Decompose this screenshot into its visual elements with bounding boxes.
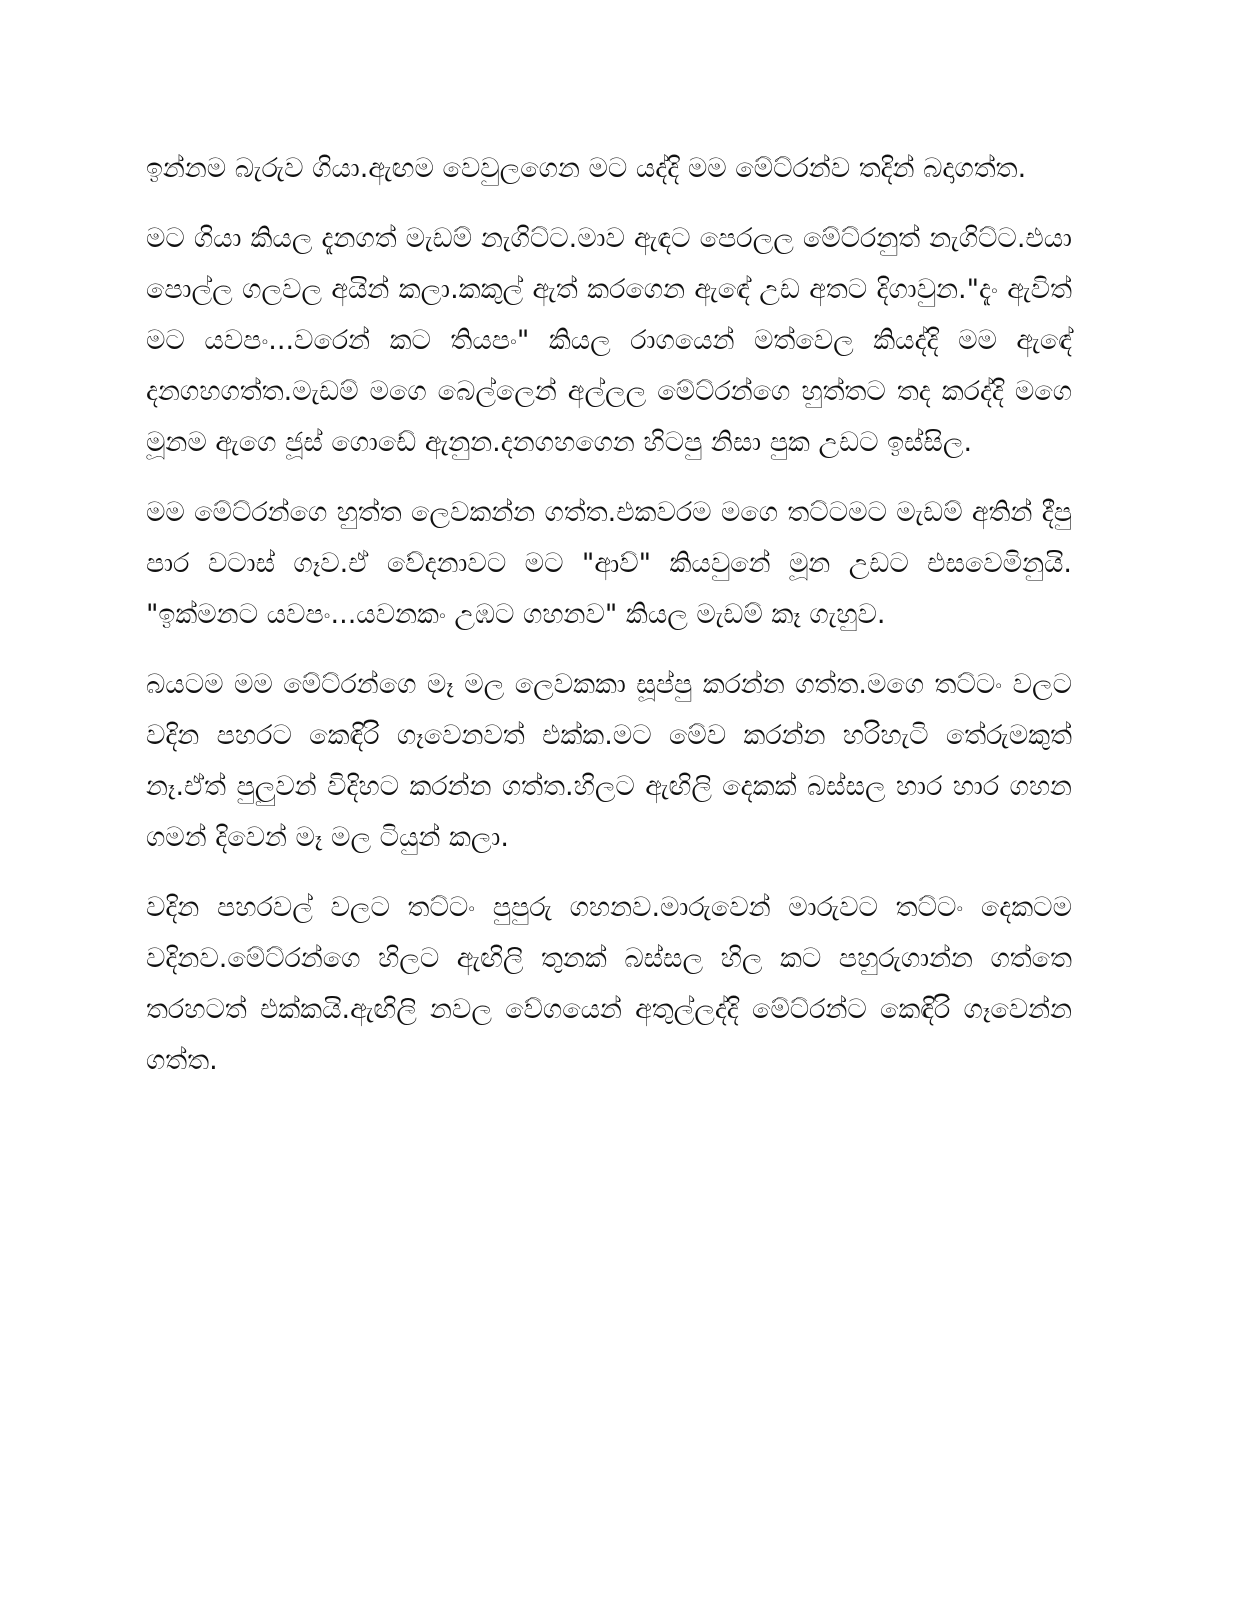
paragraph: වදින පහරවල් වලට තට්ටං පුපුරු ගහනව.මාරුවෙන් මාරුවට තට්ටං දෙකටම වදිනව.මේට්රන්ගෙ හිලට ඇඟිලි තුනක් බස්සල හිල කට පහුරුගාන්න ගත්තෙ තරහටත් එක්කයි.ඇඟිලි නවල වේගයෙන් අතුල්ලද්දි මේට්රන්ට කෙඳිරි ගෑවෙන්න ගත්ත. xyxy=(146,892,1072,1076)
paragraph: බයටම මම මේට්රන්ගෙ මෑ මල ලෙවකකා සූප්පු කරන්න ගත්ත.මගෙ තට්ටං වලට වදින පහරට කෙඳිරි ගෑවෙනවත් එක්ක.මට මේව කරන්න හරිහැටි තේරුමකුත් නෑ.ඒත් පුලුවන් විදිහට කරන්න ගත්ත.හිලට ඇඟිලි දෙකක් බස්සල හාර හාර ගහන ගමන් දිවෙන් මෑ මල ටියුන් කලා. xyxy=(146,669,1072,853)
body-text xyxy=(146,143,1072,1086)
paragraph: මට ගියා කියල දැනගත් මැඩම් නැගිට්ට.මාව ඇඳට පෙරලල මේට්රනුත් නැගිට්ට.එයා පොල්ල ගලවල අයින් කලා.කකුල් ඇත් කරගෙන ඇඳේ උඩ අතට දිගාවුන."දැං ඇවිත් මට යවපං...වරෙන් කට තියපං" කියල රාගයෙන් මත්වෙල කියද්දි මම ඇඳේ දනගහගත්ත.මැඩම් මගෙ බෙල්ලෙන් අල්ලල මේට්රන්ගෙ හුත්තට තද කරද්දි මගෙ මූනම ඇගෙ ජූස් ගොඩේ ඇනුන.දනගහගෙන හිටපු නිසා පුක උඩට ඉස්සිල. xyxy=(146,223,1072,458)
paragraph: ඉන්නම බැරුව ගියා.ඇඟම වෙවුලගෙන මට යද්දි මම මේට්රන්ව තදින් බදාගත්ත. xyxy=(146,153,1027,184)
paragraph: මම මේට්රන්ගෙ හුත්ත ලෙවකන්න ගත්ත.එකවරම මගෙ තට්ටමට මැඩම් අතින් දීපු පාර වටාස් ගෑව.ඒ වේදනාවට මට "ආව්" කියවුනේ මූන උඩට එසවෙමිනුයි. "ඉක්මනට යවපං...යවනකං උඹට ගහනව" කියල මැඩම් කෑ ගැහුව. xyxy=(146,497,1072,630)
